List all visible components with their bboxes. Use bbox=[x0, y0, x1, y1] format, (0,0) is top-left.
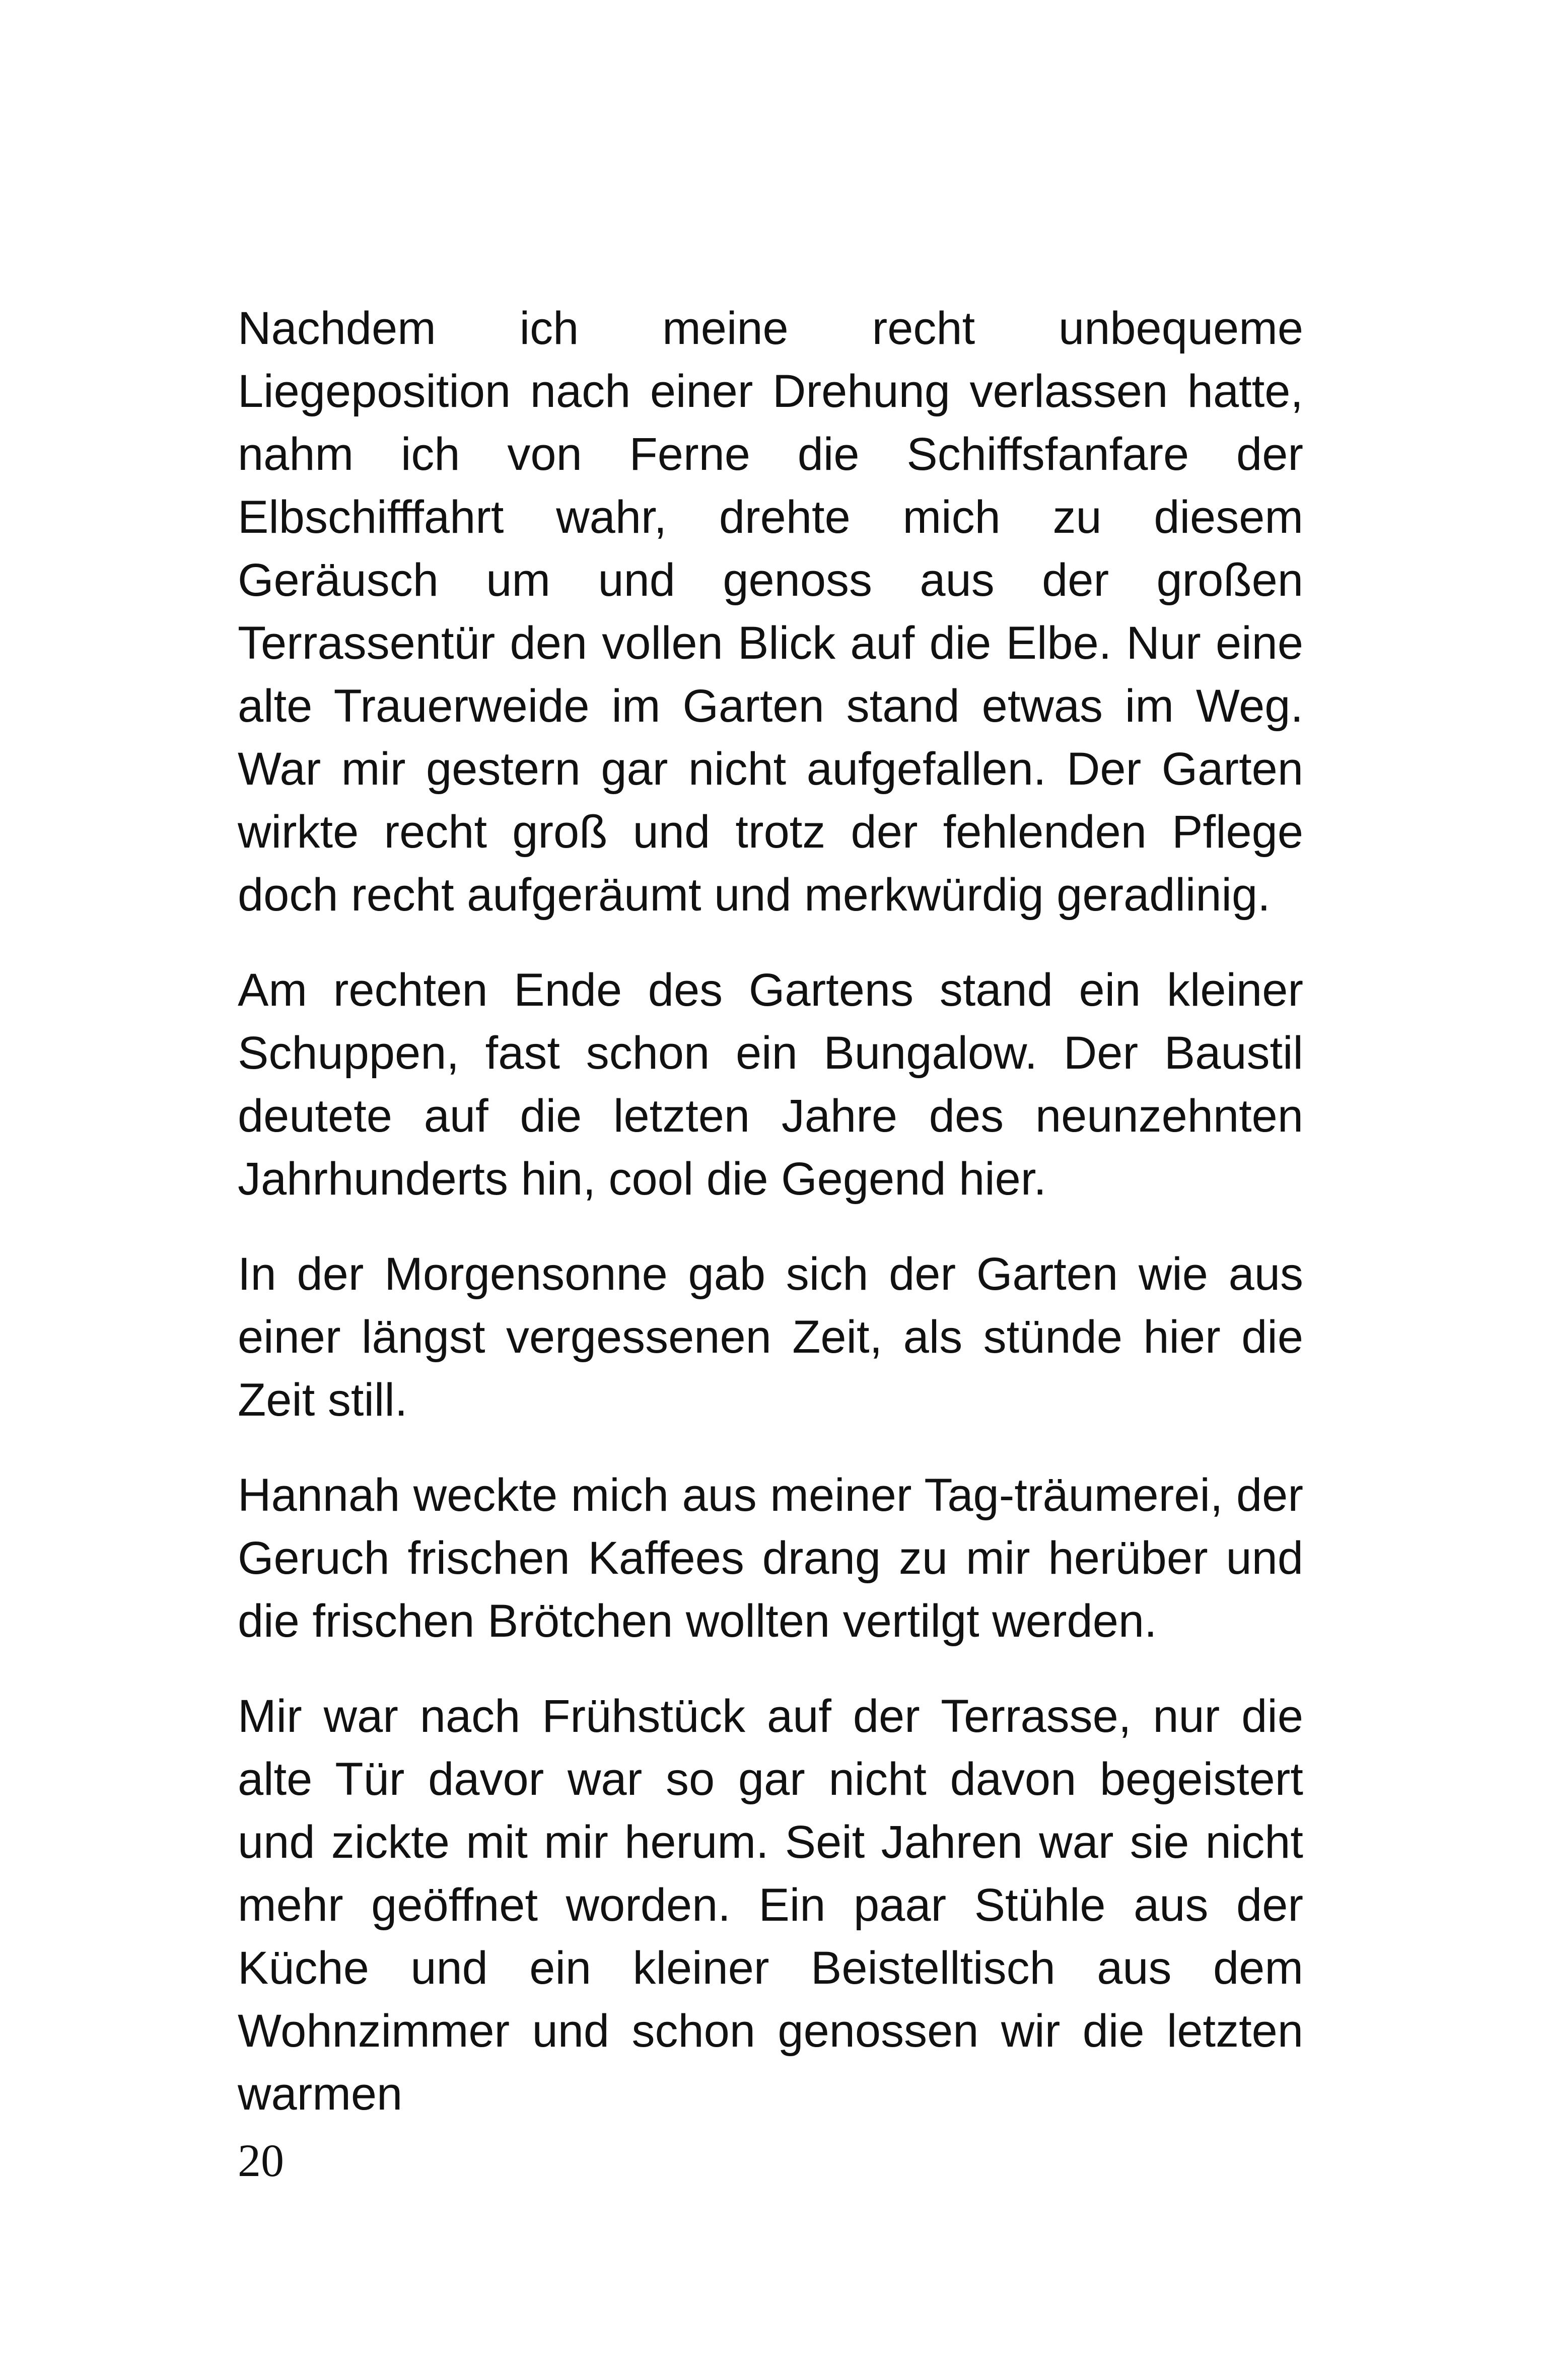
paragraph-3: In der Morgensonne gab sich der Garten wie aus einer längst vergessenen Zeit, als stünde hier die Zeit still. bbox=[238, 1248, 1303, 1426]
paragraph-1: Nachdem ich meine recht unbequeme Liegeposition nach einer Drehung verlassen hatte, nahm ich von Ferne die Schiffsfanfare der Elbschifffahrt wahr, drehte mich zu diesem Geräusch um und genoss aus der großen Terrassentür den vollen Blick auf die Elbe. Nur eine alte Trauerweide im Garten stand etwas im Weg. War mir gestern gar nicht aufgefallen. Der Garten wirkte recht groß und trotz der fehlenden Pflege doch recht aufgeräumt und merkwürdig geradlinig. bbox=[238, 303, 1303, 921]
paragraph-5: Mir war nach Frühstück auf der Terrasse, nur die alte Tür davor war so gar nicht davon begeistert und zickte mit mir herum. Seit Jahren war sie nicht mehr geöffnet worden. Ein paar Stühle aus der Küche und ein kleiner Beistelltisch aus dem Wohnzimmer und schon genossen wir die letzten warmen bbox=[238, 1691, 1303, 2120]
paragraph-2: Am rechten Ende des Gartens stand ein kleiner Schuppen, fast schon ein Bungalow. Der Baustil deutete auf die letzten Jahre des neunzehnten Jahrhunderts hin, cool die Gegend hier. bbox=[238, 964, 1303, 1205]
page-number: 20 bbox=[238, 2135, 284, 2186]
paragraph-4: Hannah weckte mich aus meiner Tag-träumerei, der Geruch frischen Kaffees drang zu mir herüber und die frischen Brötchen wollten vertilgt werden. bbox=[238, 1469, 1303, 1647]
body-text bbox=[238, 297, 1303, 2126]
